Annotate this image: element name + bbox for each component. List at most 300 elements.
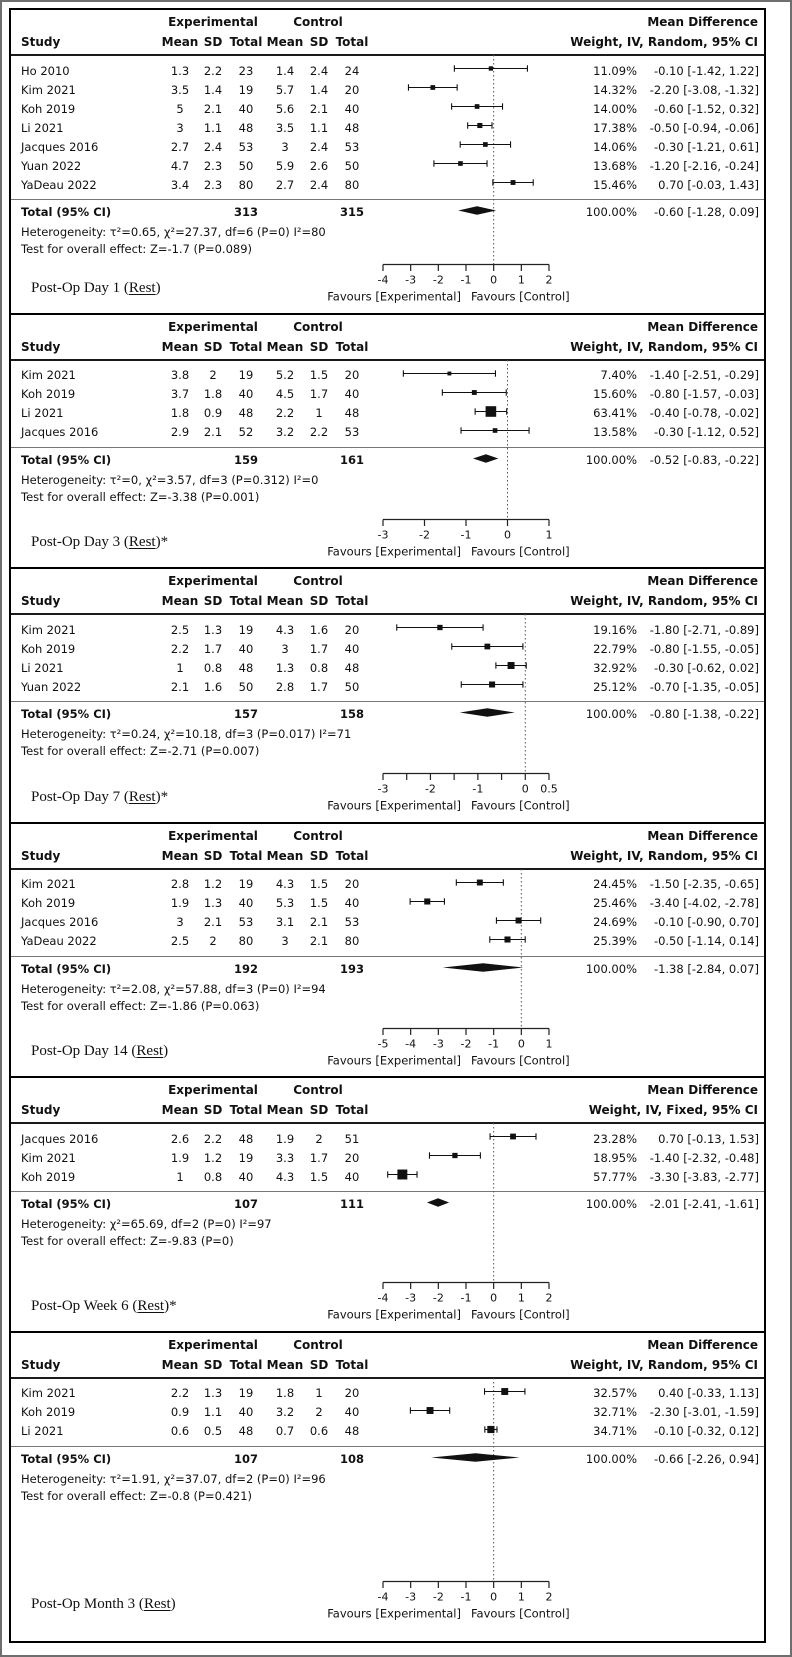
axis-tick-label: -1 (460, 528, 472, 541)
study-name: Koh 2019 (21, 387, 76, 401)
axis-tick-label: -5 (377, 1037, 389, 1050)
ctrl-total: 40 (344, 1405, 360, 1419)
ctrl-total: 48 (344, 120, 360, 135)
total-label: Total (95% CI) (21, 1197, 112, 1211)
ctrl-sd-header: SD (309, 594, 329, 608)
total-ctrl-n: 315 (339, 205, 364, 219)
total-exp-n: 157 (233, 707, 258, 721)
axis-tick-label: 1 (517, 1291, 525, 1305)
ctrl-total: 20 (344, 1386, 360, 1400)
ctrl-mean: 4.5 (275, 387, 295, 401)
study-weight: 7.40% (600, 368, 637, 382)
exp-total: 80 (238, 934, 254, 948)
study-weight: 15.46% (593, 177, 637, 192)
study-ci-text: -0.80 [-1.57, -0.03] (649, 387, 759, 401)
ctrl-sd: 2.6 (309, 158, 329, 173)
exp-total: 53 (238, 139, 254, 154)
study-name: Yuan 2022 (21, 679, 82, 694)
ctrl-total: 20 (344, 368, 360, 382)
total-ci-text: -1.38 [-2.84, 0.07] (653, 961, 759, 976)
ctrl-sd: 2.2 (309, 425, 329, 439)
exp-total: 53 (238, 915, 254, 929)
ctrl-mean-header: Mean (266, 848, 304, 863)
overall-effect-text: Test for overall effect: Z=-0.8 (P=0.421) (21, 1488, 253, 1503)
study-name: Li 2021 (21, 660, 64, 675)
ctrl-sd: 1.7 (309, 679, 329, 694)
study-ci-text: -1.20 [-2.16, -0.24] (649, 158, 759, 173)
exp-sd: 1.2 (203, 1150, 223, 1165)
study-ci-text: -0.30 [-0.62, 0.02] (653, 660, 759, 675)
axis-tick-label: -1 (460, 1291, 472, 1305)
favours-control-label: Favours [Control] (471, 289, 570, 304)
ctrl-sd: 2.1 (309, 915, 329, 929)
study-column-header: Study (21, 594, 61, 608)
ctrl-sd-header: SD (309, 339, 329, 354)
ctrl-mean: 5.7 (275, 82, 295, 97)
exp-total: 52 (238, 425, 254, 439)
exp-total-header: Total (229, 594, 263, 608)
axis-tick-label: -4 (377, 1590, 389, 1603)
study-name: Kim 2021 (21, 1386, 76, 1400)
ctrl-total-header: Total (335, 339, 369, 354)
panel-caption: Post-Op Day 1 (Rest) (31, 279, 161, 296)
study-weight: 13.68% (593, 158, 637, 173)
ctrl-sd: 1.7 (309, 641, 329, 656)
exp-total: 48 (238, 1424, 254, 1438)
exp-mean: 5 (176, 101, 184, 116)
exp-sd: 2.3 (203, 177, 223, 192)
ctrl-mean: 3.1 (275, 915, 295, 929)
ctrl-sd: 2.4 (309, 139, 329, 154)
study-row (11, 80, 764, 99)
ctrl-total: 24 (344, 63, 360, 78)
study-name: YaDeau 2022 (21, 177, 97, 192)
favours-experimental-label: Favours [Experimental] (327, 289, 461, 304)
exp-sd: 2.2 (203, 63, 223, 78)
axis-tick-label: 0 (490, 1590, 498, 1603)
ctrl-total: 53 (344, 139, 360, 154)
ctrl-mean: 5.9 (275, 158, 295, 173)
study-weight: 17.38% (593, 120, 637, 135)
study-row (11, 385, 764, 404)
study-row (11, 99, 764, 118)
axis-tick-label: 1 (517, 1590, 525, 1603)
axis-tick-label: -2 (432, 273, 444, 287)
exp-total: 40 (238, 101, 254, 116)
total-weight: 100.00% (585, 1197, 637, 1211)
axis-tick-label: 2 (545, 1291, 553, 1305)
exp-total-header: Total (229, 35, 263, 49)
panel-header (11, 1078, 764, 1124)
ctrl-total: 53 (344, 915, 360, 929)
study-weight: 23.28% (593, 1131, 637, 1146)
study-row (11, 1148, 764, 1167)
ctrl-mean: 1.9 (275, 1131, 295, 1146)
study-weight: 25.39% (593, 934, 637, 948)
axis-tick-label: -3 (377, 528, 389, 541)
exp-mean: 2.5 (170, 622, 190, 637)
exp-mean: 3.7 (170, 387, 190, 401)
forest-panel (9, 822, 766, 1079)
exp-sd: 2.3 (203, 158, 223, 173)
exp-sd: 1.7 (203, 641, 223, 656)
study-weight: 32.71% (593, 1405, 637, 1419)
exp-mean: 3.5 (170, 82, 190, 97)
axis-tick-label: 0 (490, 273, 498, 287)
exp-mean: 1.3 (170, 63, 190, 78)
exp-mean-header: Mean (161, 339, 199, 354)
study-row (11, 156, 764, 175)
exp-mean: 0.6 (170, 1424, 190, 1438)
panel-caption: Post-Op Week 6 (Rest)* (31, 1297, 177, 1314)
panel-header (11, 824, 764, 870)
ctrl-sd-header: SD (309, 1103, 329, 1117)
study-ci-text: 0.70 [-0.13, 1.53] (658, 1131, 759, 1146)
experimental-group-label: Experimental (168, 828, 258, 843)
study-ci-text: 0.40 [-0.33, 1.13] (658, 1386, 759, 1400)
study-ci-text: -0.30 [-1.21, 0.61] (653, 139, 759, 154)
study-ci-text: -2.20 [-3.08, -1.32] (649, 82, 759, 97)
panel-header (11, 315, 764, 361)
study-ci-text: -0.10 [-0.32, 0.12] (653, 1424, 759, 1438)
mean-difference-label: Mean Difference (647, 1083, 758, 1097)
study-name: Koh 2019 (21, 1405, 76, 1419)
ctrl-mean: 4.3 (275, 622, 295, 637)
ctrl-mean: 3.3 (275, 1150, 295, 1165)
study-row (11, 404, 764, 423)
axis-tick-label: -1 (460, 273, 472, 287)
ctrl-sd: 1.5 (309, 896, 329, 910)
study-ci-text: -0.50 [-1.14, 0.14] (653, 934, 759, 948)
study-column-header: Study (21, 339, 61, 354)
ctrl-mean: 1.8 (275, 1386, 295, 1400)
panel-header (11, 1333, 764, 1379)
exp-total: 48 (238, 406, 254, 420)
effect-column-header: Weight, IV, Random, 95% CI (570, 594, 758, 608)
exp-total: 48 (238, 120, 254, 135)
axis-tick-label: 2 (545, 1590, 553, 1603)
overall-effect-text: Test for overall effect: Z=-1.86 (P=0.063) (21, 998, 260, 1013)
exp-sd: 0.8 (203, 1169, 223, 1184)
study-ci-text: -2.30 [-3.01, -1.59] (649, 1405, 759, 1419)
ctrl-total: 40 (344, 1169, 360, 1184)
ctrl-sd: 2.1 (309, 934, 329, 948)
total-exp-n: 107 (233, 1197, 258, 1211)
effect-column-header: Weight, IV, Fixed, 95% CI (588, 1103, 758, 1117)
study-ci-text: -0.50 [-0.94, -0.06] (649, 120, 759, 135)
exp-sd: 2.4 (203, 139, 223, 154)
ctrl-mean: 3 (281, 641, 289, 656)
ctrl-mean: 0.7 (275, 1424, 295, 1438)
axis-tick-label: -3 (377, 782, 389, 796)
axis-tick-label: 0 (517, 1037, 525, 1050)
exp-sd: 2.1 (203, 425, 223, 439)
study-column-header: Study (21, 1357, 61, 1372)
heterogeneity-text: Heterogeneity: τ²=1.91, χ²=37.07, df=2 (P=0) I²=96 (21, 1471, 326, 1486)
exp-mean-header: Mean (161, 594, 199, 608)
exp-total: 19 (238, 82, 254, 97)
heterogeneity-text: Heterogeneity: τ²=2.08, χ²=57.88, df=3 (P=0) I²=94 (21, 981, 326, 996)
favours-experimental-label: Favours [Experimental] (327, 1307, 461, 1322)
study-name: Li 2021 (21, 120, 64, 135)
exp-total: 19 (238, 368, 254, 382)
total-row (11, 200, 764, 224)
exp-total-header: Total (229, 339, 263, 354)
ctrl-sd: 2 (315, 1131, 323, 1146)
exp-sd: 1.8 (203, 387, 223, 401)
ctrl-mean: 2.8 (275, 679, 295, 694)
ctrl-sd-header: SD (309, 35, 329, 49)
study-weight: 32.92% (593, 660, 637, 675)
exp-sd: 1.1 (203, 120, 223, 135)
study-weight: 25.12% (593, 679, 637, 694)
exp-mean: 2.2 (170, 1386, 190, 1400)
forest-panel (9, 313, 766, 570)
axis-tick-label: 0 (521, 782, 529, 796)
total-ctrl-n: 161 (339, 452, 364, 467)
ctrl-total: 50 (344, 679, 360, 694)
study-row (11, 1403, 764, 1422)
panel-caption: Post-Op Day 3 (Rest)* (31, 534, 169, 550)
panel-caption: Post-Op Month 3 (Rest) (31, 1596, 176, 1612)
heterogeneity-text: Heterogeneity: τ²=0.65, χ²=27.37, df=6 (P=0) I²=80 (21, 225, 326, 239)
exp-mean-header: Mean (161, 848, 199, 863)
control-group-label: Control (293, 15, 343, 29)
exp-sd-header: SD (203, 35, 223, 49)
ctrl-total-header: Total (335, 848, 369, 863)
ctrl-sd-header: SD (309, 1357, 329, 1372)
exp-sd-header: SD (203, 594, 223, 608)
exp-mean: 3 (176, 120, 184, 135)
exp-sd: 0.8 (203, 660, 223, 675)
total-weight: 100.00% (585, 205, 637, 219)
study-column-header: Study (21, 1103, 61, 1117)
ctrl-sd: 1.1 (309, 120, 329, 135)
exp-total: 48 (238, 660, 254, 675)
study-ci-text: -0.80 [-1.55, -0.05] (649, 641, 759, 656)
exp-sd: 2 (209, 934, 217, 948)
ctrl-total: 20 (344, 82, 360, 97)
study-name: Li 2021 (21, 1424, 64, 1438)
study-weight: 25.46% (593, 896, 637, 910)
exp-mean: 2.7 (170, 139, 190, 154)
axis-tick-label: -3 (405, 1291, 417, 1305)
exp-mean: 2.1 (170, 679, 190, 694)
study-name: Koh 2019 (21, 896, 76, 910)
ctrl-sd: 2.4 (309, 177, 329, 192)
total-label: Total (95% CI) (21, 1451, 112, 1466)
ctrl-sd: 1.7 (309, 1150, 329, 1165)
exp-total: 19 (238, 877, 254, 891)
study-ci-text: -0.60 [-1.52, 0.32] (653, 101, 759, 116)
study-row (11, 658, 764, 677)
exp-mean: 1.9 (170, 896, 190, 910)
axis-tick-label: 0 (504, 528, 511, 541)
ctrl-mean-header: Mean (266, 1357, 304, 1372)
ctrl-total: 20 (344, 877, 360, 891)
study-name: Koh 2019 (21, 1169, 76, 1184)
study-weight: 11.09% (593, 63, 637, 78)
panel-body (11, 361, 764, 448)
study-weight: 63.41% (593, 406, 637, 420)
exp-mean-header: Mean (161, 1357, 199, 1372)
total-ci-text: -0.52 [-0.83, -0.22] (649, 452, 759, 467)
ctrl-total: 40 (344, 896, 360, 910)
total-row (11, 1447, 764, 1471)
favours-experimental-label: Favours [Experimental] (327, 544, 461, 558)
study-row (11, 1129, 764, 1148)
favours-control-label: Favours [Control] (471, 1606, 570, 1620)
study-weight: 14.00% (593, 101, 637, 116)
exp-sd-header: SD (203, 1357, 223, 1372)
exp-mean-header: Mean (161, 1103, 199, 1117)
heterogeneity-text: Heterogeneity: τ²=0, χ²=3.57, df=3 (P=0.312) I²=0 (21, 472, 319, 487)
exp-sd: 0.5 (203, 1424, 223, 1438)
exp-mean: 2.5 (170, 934, 190, 948)
control-group-label: Control (293, 319, 343, 334)
control-group-label: Control (293, 828, 343, 843)
ctrl-total: 40 (344, 641, 360, 656)
axis-tick-label: 1 (545, 1037, 553, 1050)
study-row (11, 175, 764, 194)
study-column-header: Study (21, 848, 61, 863)
study-weight: 57.77% (593, 1169, 637, 1184)
ctrl-total: 40 (344, 387, 360, 401)
exp-sd: 1.3 (203, 896, 223, 910)
axis-tick-label: -1 (460, 1590, 472, 1603)
study-ci-text: -1.80 [-2.71, -0.89] (649, 622, 759, 637)
exp-total: 40 (238, 896, 254, 910)
study-name: Yuan 2022 (21, 158, 82, 173)
forest-panels-container (9, 8, 783, 1643)
exp-sd: 2 (209, 368, 217, 382)
axis-tick-label: -2 (419, 528, 430, 541)
forest-panel (9, 8, 766, 315)
study-name: Koh 2019 (21, 641, 76, 656)
total-ctrl-n: 111 (339, 1197, 364, 1211)
study-ci-text: -1.40 [-2.32, -0.48] (649, 1150, 759, 1165)
study-row (11, 639, 764, 658)
favours-experimental-label: Favours [Experimental] (327, 798, 461, 813)
effect-column-header: Weight, IV, Random, 95% CI (570, 848, 758, 863)
ctrl-total: 51 (344, 1131, 360, 1146)
total-ci-text: -0.66 [-2.26, 0.94] (653, 1451, 759, 1466)
panel-caption: Post-Op Day 7 (Rest)* (31, 788, 169, 805)
study-weight: 22.79% (593, 641, 637, 656)
exp-sd-header: SD (203, 848, 223, 863)
ctrl-mean-header: Mean (266, 594, 304, 608)
exp-sd: 1.2 (203, 877, 223, 891)
favours-experimental-label: Favours [Experimental] (327, 1053, 461, 1067)
ctrl-mean: 5.3 (275, 896, 295, 910)
axis-tick-label: -2 (432, 1291, 444, 1305)
study-row (11, 677, 764, 696)
panel-body (11, 56, 764, 200)
ctrl-total: 80 (344, 934, 360, 948)
study-ci-text: -3.40 [-4.02, -2.78] (649, 896, 759, 910)
axis-tick-label: -2 (460, 1037, 472, 1050)
control-group-label: Control (293, 1083, 343, 1097)
study-weight: 14.32% (593, 82, 637, 97)
experimental-group-label: Experimental (168, 1083, 258, 1097)
study-row (11, 61, 764, 80)
exp-sd: 1.6 (203, 679, 223, 694)
overall-effect-text: Test for overall effect: Z=-2.71 (P=0.007) (21, 744, 260, 758)
study-ci-text: 0.70 [-0.03, 1.43] (658, 177, 759, 192)
study-name: Li 2021 (21, 406, 64, 420)
favours-control-label: Favours [Control] (471, 1307, 570, 1322)
study-row (11, 1384, 764, 1403)
exp-mean: 3.8 (170, 368, 190, 382)
study-row (11, 875, 764, 894)
study-name: YaDeau 2022 (21, 934, 97, 948)
control-group-label: Control (293, 574, 343, 588)
study-name: Jacques 2016 (21, 139, 99, 154)
ctrl-mean-header: Mean (266, 339, 304, 354)
axis-tick-label: -4 (377, 1291, 389, 1305)
forest-panel (9, 567, 766, 824)
study-name: Kim 2021 (21, 877, 76, 891)
experimental-group-label: Experimental (168, 319, 258, 334)
axis-tick-label: -2 (424, 782, 436, 796)
total-weight: 100.00% (585, 452, 637, 467)
mean-difference-label: Mean Difference (647, 319, 758, 334)
ctrl-total: 20 (344, 1150, 360, 1165)
exp-sd: 1.1 (203, 1405, 223, 1419)
ctrl-mean: 3.2 (275, 1405, 295, 1419)
study-name: Kim 2021 (21, 1150, 76, 1165)
study-row (11, 620, 764, 639)
study-ci-text: -0.30 [-1.12, 0.52] (653, 425, 759, 439)
axis-tick-label: -1 (488, 1037, 500, 1050)
study-row (11, 932, 764, 951)
ctrl-mean-header: Mean (266, 35, 304, 49)
exp-total: 40 (238, 387, 254, 401)
total-weight: 100.00% (585, 961, 637, 976)
total-weight: 100.00% (585, 707, 637, 721)
total-row (11, 957, 764, 981)
ctrl-sd: 1.4 (309, 82, 329, 97)
ctrl-mean: 1.4 (275, 63, 295, 78)
favours-experimental-label: Favours [Experimental] (327, 1606, 461, 1620)
total-label: Total (95% CI) (21, 205, 112, 219)
exp-total: 50 (238, 158, 254, 173)
ctrl-mean: 5.2 (275, 368, 295, 382)
exp-total: 23 (238, 63, 254, 78)
mean-difference-label: Mean Difference (647, 574, 758, 588)
favours-control-label: Favours [Control] (471, 798, 570, 813)
ctrl-sd: 0.8 (309, 660, 329, 675)
exp-total-header: Total (229, 848, 263, 863)
exp-total: 48 (238, 1131, 254, 1146)
exp-total-header: Total (229, 1357, 263, 1372)
study-name: Ho 2010 (21, 63, 70, 78)
exp-mean: 0.9 (170, 1405, 190, 1419)
study-row (11, 1422, 764, 1441)
ctrl-mean: 3 (281, 139, 289, 154)
ctrl-sd: 1.6 (309, 622, 329, 637)
panel-header (11, 569, 764, 615)
exp-total: 50 (238, 679, 254, 694)
mean-difference-label: Mean Difference (647, 828, 758, 843)
study-weight: 15.60% (593, 387, 637, 401)
ctrl-sd: 0.6 (309, 1424, 329, 1438)
control-group-label: Control (293, 1337, 343, 1352)
study-weight: 13.58% (593, 425, 637, 439)
exp-sd-header: SD (203, 1103, 223, 1117)
total-row (11, 448, 764, 472)
ctrl-sd-header: SD (309, 848, 329, 863)
